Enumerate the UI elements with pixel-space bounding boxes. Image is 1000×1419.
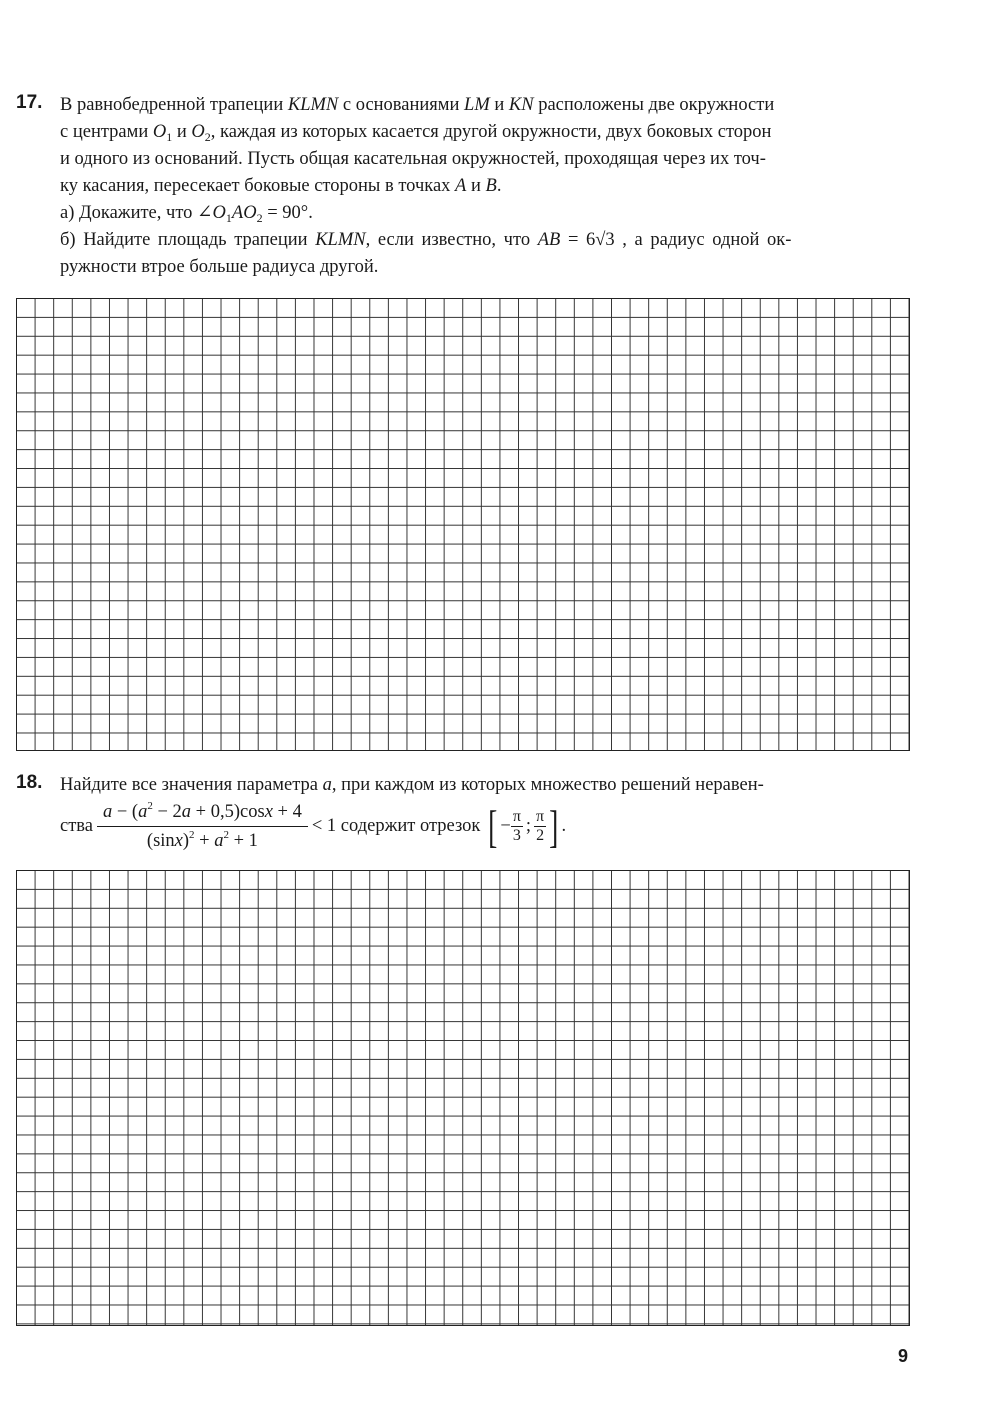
right-bracket: ] (549, 800, 559, 852)
left-bracket: [ (488, 800, 498, 852)
p17-line-3: и одного из оснований. Пусть общая касательная окружностей, проходящая через их точ- (60, 149, 766, 169)
p18-inequality-line: ства $\frac{a - (a^2 - 2a + 0,5)\cos x + 4}{(\sin x)^2 + a^2 + 1}$ < 1 содержит отрезок [ − $\frac{\pi}{3}$ ; $\frac{\pi}{2}$ ] . (60, 800, 567, 852)
interval-start: $\frac{\pi}{3}$ (512, 808, 521, 844)
p17-line-1: В равнобедренной трапеции KLMN с основаниями LM и KN расположены две окружности (60, 95, 775, 115)
p17-line-2: с центрами $O_1$ и $O_2$, каждая из которых касается другой окружности, двух боковых сторон (60, 122, 772, 144)
interval-end: $\frac{\pi}{2}$ (536, 808, 545, 844)
page-number: 9 (898, 1346, 909, 1366)
problem-17-text (60, 92, 916, 281)
fraction-numerator: $a - (a^2 - 2a + 0,5)\cos x + 4$ (97, 801, 308, 827)
problem-17-number: 17. (16, 92, 43, 113)
p17-line-6: ружности втрое больше радиуса другой. (60, 257, 379, 277)
p18-line-1: Найдите все значения параметра a, при каждом из которых множество решений неравен- (60, 775, 764, 795)
inequality-fraction (97, 801, 308, 852)
problem-18 (16, 772, 916, 852)
fraction-denominator: $(\sin x)^2 + a^2 + 1$ (146, 829, 258, 851)
problem-17 (16, 92, 916, 281)
p17-part-a: а) Докажите, что $\angle O_1AO_2 = 90^\circ$. (60, 203, 313, 225)
answer-grid-17[interactable] (16, 298, 910, 751)
p17-part-b: б) Найдите площадь трапеции KLMN, если известно, что AB = 6√3 , а радиус одной ок- (60, 230, 792, 250)
problem-18-number: 18. (16, 772, 43, 793)
p17-line-4: ку касания, пересекает боковые стороны в точках A и B. (60, 176, 502, 196)
answer-grid-18[interactable] (16, 870, 910, 1326)
problem-18-text (60, 772, 916, 852)
